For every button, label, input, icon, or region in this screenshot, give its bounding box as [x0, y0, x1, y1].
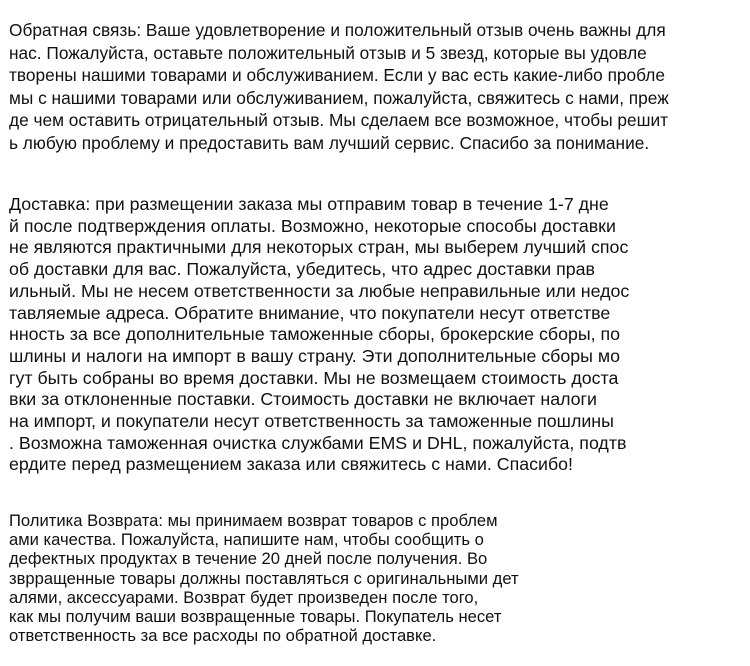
- shipping-line: на импорт, и покупатели несут ответственность за таможенные пошлины: [9, 411, 614, 432]
- returns-line: ами качества. Пожалуйста, напишите нам, чтобы сообщить о: [9, 530, 484, 550]
- shipping-line: Доставка: при размещении заказа мы отправим товар в течение 1-7 дне: [9, 194, 609, 214]
- shipping-line: ердите перед размещением заказа или свяжитесь с нами. Спасибо!: [9, 454, 573, 475]
- returns-paragraph: [9, 511, 519, 645]
- shipping-paragraph: [9, 194, 629, 476]
- feedback-line: Обратная связь: Ваше удовлетворение и положительный отзыв очень важны для: [9, 20, 666, 40]
- shipping-line: вки за отклоненные поставки. Стоимость доставки не включает налоги: [9, 389, 597, 410]
- feedback-line: де чем оставить отрицательный отзыв. Мы сделаем все возможное, чтобы решит: [9, 110, 669, 131]
- returns-line: как мы получим ваши возвращенные товары. Покупатель несет: [9, 607, 502, 627]
- feedback-paragraph: [9, 19, 669, 155]
- shipping-line: нность за все дополнительные таможенные сборы, брокерские сборы, по: [9, 324, 621, 345]
- returns-line: алями, аксессуарами. Возврат будет произведен после того,: [9, 587, 479, 607]
- shipping-line: шлины и налоги на импорт в вашу страну. Эти дополнительные сборы мо: [9, 345, 620, 366]
- returns-line: Политика Возврата: мы принимаем возврат товаров с проблем: [9, 511, 498, 530]
- returns-line: ответственность за все расходы по обратной доставке.: [9, 626, 437, 646]
- feedback-line: творены нашими товарами и обслуживанием. Если у вас есть какие-либо пробле: [9, 65, 665, 86]
- feedback-line: нас. Пожалуйста, оставьте положительный отзыв и 5 звезд, которые вы удовле: [9, 42, 647, 63]
- returns-line: дефектных продуктах в течение 20 дней после получения. Во: [9, 549, 488, 569]
- shipping-line: й после подтверждения оплаты. Возможно, некоторые способы доставки: [9, 215, 616, 236]
- shipping-line: тавляемые адреса. Обратите внимание, что покупатели несут ответстве: [9, 302, 611, 323]
- shipping-line: гут быть собраны во время доставки. Мы не возмещаем стоимость доста: [9, 367, 619, 388]
- returns-line: зврращенные товары должны поставляться с оригинальными дет: [9, 568, 519, 588]
- feedback-line: ь любую проблему и предоставить вам лучший сервис. Спасибо за понимание.: [9, 132, 650, 153]
- shipping-line: ильный. Мы не несем ответственности за любые неправильные или недос: [9, 280, 630, 301]
- shipping-line: . Возможна таможенная очистка службами EMS и DHL, пожалуйста, подтв: [9, 432, 627, 453]
- feedback-line: мы с нашими товарами или обслуживанием, пожалуйста, свяжитесь с нами, преж: [9, 87, 669, 108]
- shipping-line: не являются практичными для некоторых стран, мы выберем лучший спос: [9, 237, 629, 258]
- shipping-line: об доставки для вас. Пожалуйста, убедитесь, что адрес доставки прав: [9, 259, 595, 280]
